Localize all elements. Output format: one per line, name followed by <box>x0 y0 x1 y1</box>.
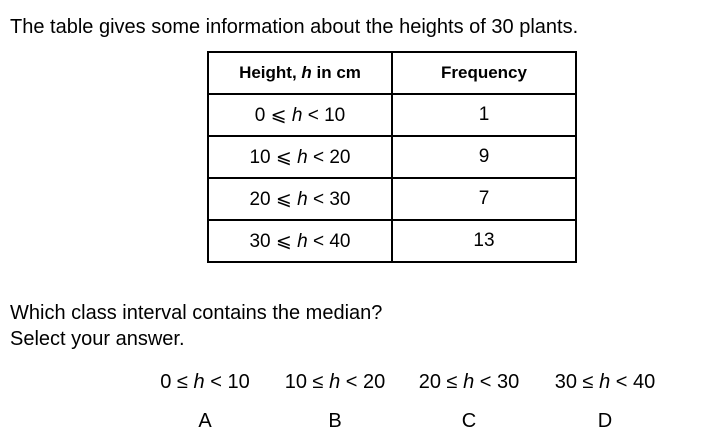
option-letter: A <box>198 410 212 432</box>
option-interval: 10 ≤ h < 20 <box>284 371 386 393</box>
table-row <box>208 94 576 136</box>
answer-option-b[interactable] <box>270 368 400 434</box>
answer-option-d[interactable] <box>540 368 670 434</box>
height-interval-cell: 20 ⩽ h < 30 <box>208 178 392 220</box>
frequency-cell: 1 <box>392 94 576 136</box>
option-letter: D <box>597 410 613 432</box>
question-instruction: Select your answer. <box>10 328 185 350</box>
frequency-table <box>207 51 577 263</box>
answer-options <box>140 368 670 438</box>
answer-option-c[interactable] <box>404 368 534 434</box>
question-text <box>10 300 382 352</box>
answer-option-a[interactable] <box>140 368 270 434</box>
height-interval-cell: 0 ⩽ h < 10 <box>208 94 392 136</box>
table-row <box>208 220 576 262</box>
option-interval: 0 ≤ h < 10 <box>160 371 250 393</box>
frequency-column-header: Frequency <box>392 52 576 94</box>
frequency-cell: 9 <box>392 136 576 178</box>
height-interval-cell: 30 ⩽ h < 40 <box>208 220 392 262</box>
option-interval: 30 ≤ h < 40 <box>554 371 656 393</box>
frequency-cell: 7 <box>392 178 576 220</box>
height-interval-cell: 10 ⩽ h < 20 <box>208 136 392 178</box>
intro-text: The table gives some information about the heights of 30 plants. <box>10 16 579 38</box>
table-row <box>208 178 576 220</box>
option-interval: 20 ≤ h < 30 <box>418 371 520 393</box>
height-column-header: Height, h in cm <box>208 52 392 94</box>
option-letter: C <box>461 410 477 432</box>
frequency-cell: 13 <box>392 220 576 262</box>
option-letter: B <box>328 410 342 432</box>
table-header-row <box>208 52 576 94</box>
question-prompt: Which class interval contains the median? <box>10 302 383 324</box>
table-row <box>208 136 576 178</box>
